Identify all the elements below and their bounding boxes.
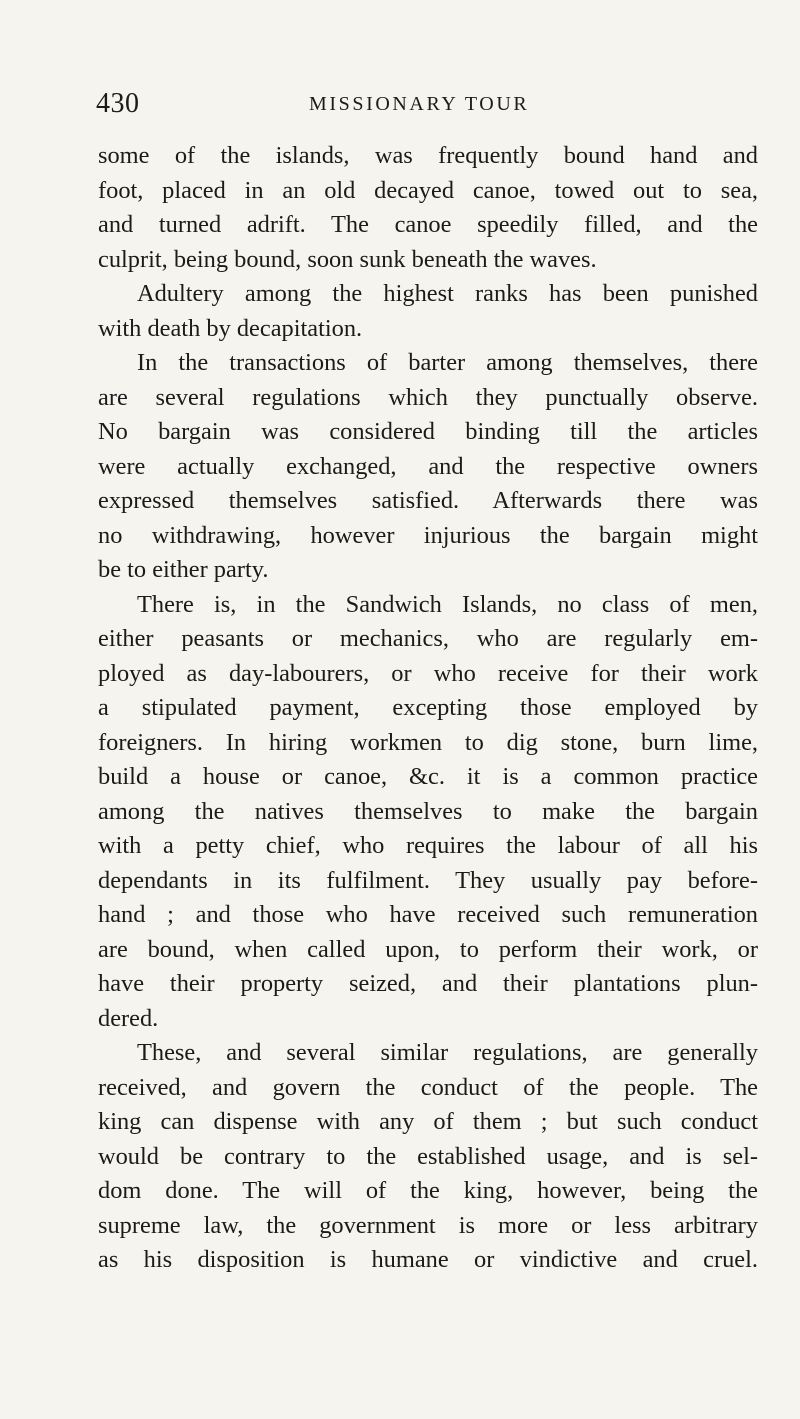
text-line: some of the islands, was frequently bound hand and xyxy=(98,142,758,169)
text-line: among the natives themselves to make the bargain xyxy=(98,797,758,825)
text-line: ployed as day-labourers, or who receive for their work xyxy=(98,659,758,687)
text-line: dered. xyxy=(98,1004,159,1032)
text-line: as his disposition is humane or vindictive and cruel. xyxy=(98,1246,758,1273)
text-line: with a petty chief, who requires the labour of all his xyxy=(98,832,758,859)
page-header xyxy=(96,88,756,122)
text-line: foot, placed in an old decayed canoe, towed out to sea, xyxy=(98,176,758,204)
text-line: no withdrawing, however injurious the bargain might xyxy=(98,521,758,549)
text-line: are several regulations which they punctually observe. xyxy=(98,383,758,411)
text-line: supreme law, the government is more or less arbitrary xyxy=(98,1211,758,1239)
text-line: These, and several similar regulations, are generally xyxy=(137,1039,758,1066)
text-line: Adultery among the highest ranks has been punished xyxy=(137,280,758,307)
text-line: a stipulated payment, excepting those employed by xyxy=(98,694,758,721)
text-line: There is, in the Sandwich Islands, no class of men, xyxy=(137,590,758,618)
text-line: dependants in its fulfilment. They usually pay before- xyxy=(98,866,758,894)
page-number: 430 xyxy=(96,88,140,119)
text-line: No bargain was considered binding till the articles xyxy=(98,418,758,445)
text-line: culprit, being bound, soon sunk beneath the waves. xyxy=(98,245,597,273)
text-line: have their property seized, and their plantations plun- xyxy=(98,970,758,997)
text-line: would be contrary to the established usage, and is sel- xyxy=(98,1142,758,1170)
text-line: foreigners. In hiring workmen to dig stone, burn lime, xyxy=(98,728,758,756)
text-line: and turned adrift. The canoe speedily filled, and the xyxy=(98,211,758,238)
text-line: with death by decapitation. xyxy=(98,314,363,342)
text-line: In the transactions of barter among themselves, there xyxy=(137,349,758,376)
running-head: MISSIONARY TOUR xyxy=(309,93,530,115)
text-line: king can dispense with any of them ; but such conduct xyxy=(98,1108,758,1135)
body-text xyxy=(98,139,758,1278)
text-line: were actually exchanged, and the respective owners xyxy=(98,452,758,480)
text-line: dom done. The will of the king, however, being the xyxy=(98,1177,758,1204)
text-line: hand ; and those who have received such remuneration xyxy=(98,901,758,928)
text-line: expressed themselves satisfied. Afterwards there was xyxy=(98,487,758,514)
text-line: be to either party. xyxy=(98,556,269,583)
text-line: build a house or canoe, &c. it is a common practice xyxy=(98,763,758,790)
text-line: either peasants or mechanics, who are regularly em- xyxy=(98,625,758,652)
text-line: received, and govern the conduct of the people. The xyxy=(98,1073,758,1101)
text-line: are bound, when called upon, to perform their work, or xyxy=(98,935,758,963)
